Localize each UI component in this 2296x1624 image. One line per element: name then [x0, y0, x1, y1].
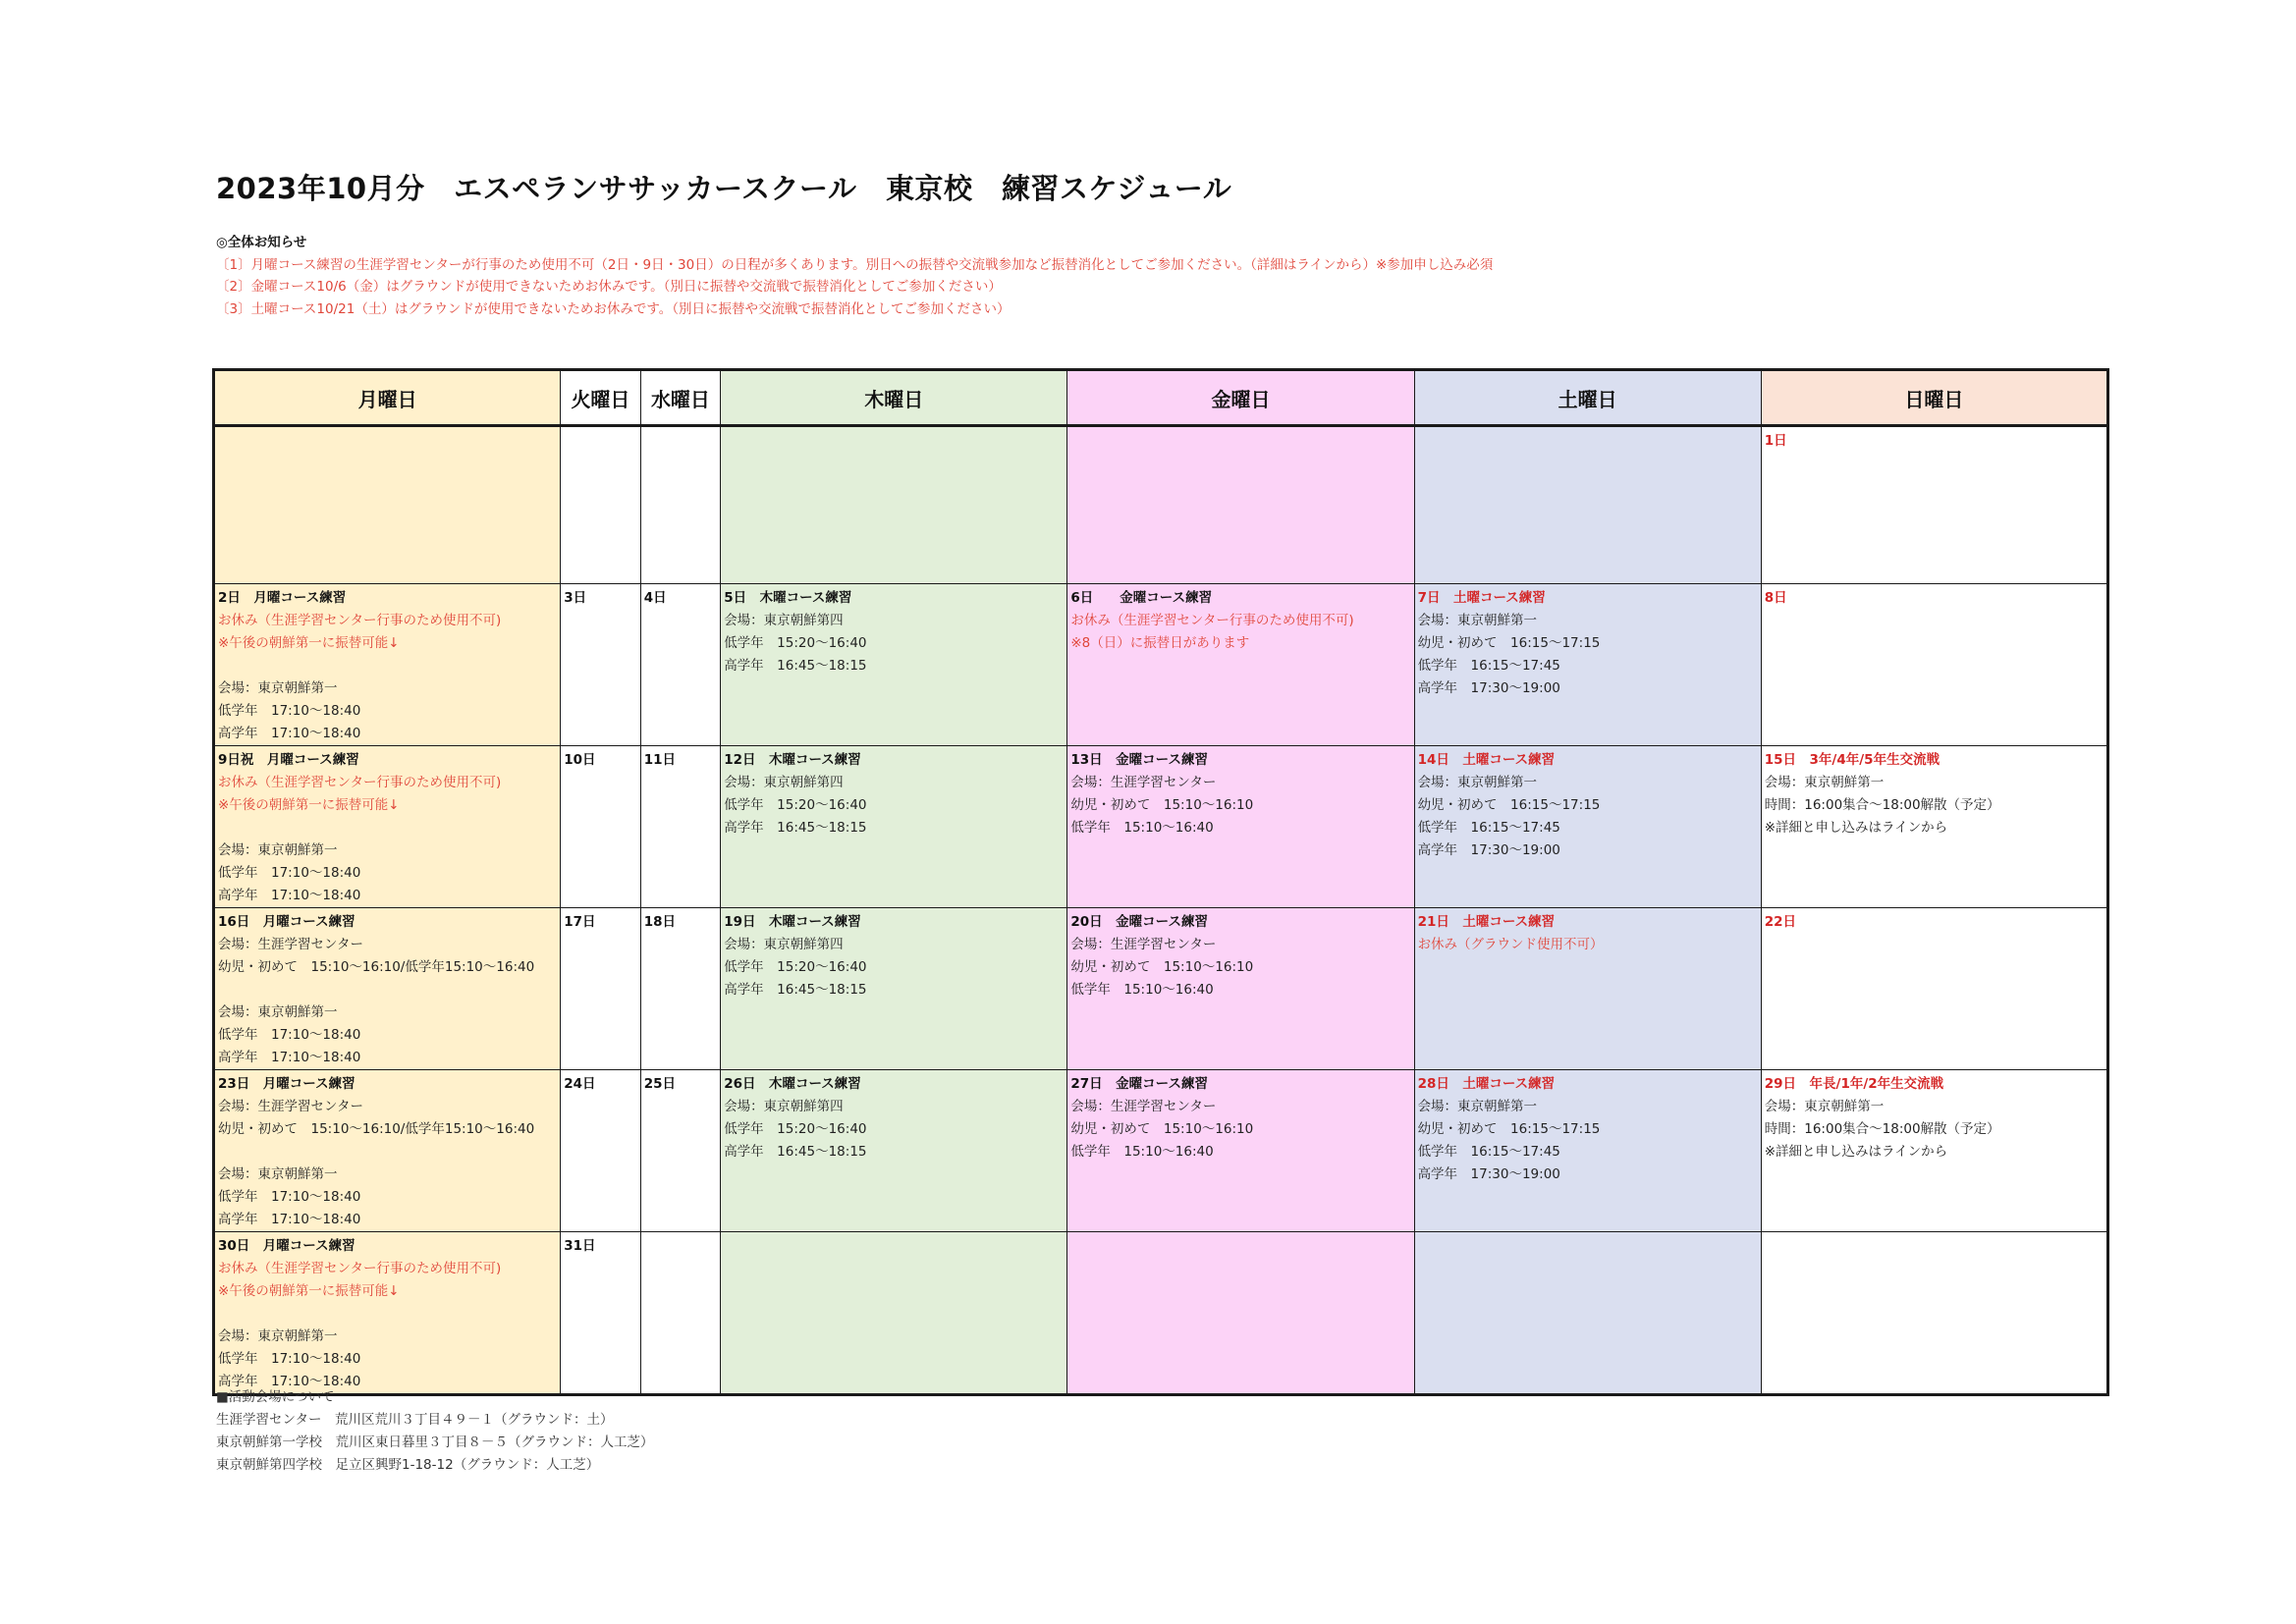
day-detail: 会場：東京朝鮮第一 — [1417, 613, 1538, 628]
day-detail — [218, 979, 557, 1001]
day-detail: 高学年 16:45〜18:15 — [724, 1144, 867, 1160]
day-detail: ※詳細と申し込みはラインから — [1764, 820, 1948, 836]
schedule-calendar — [212, 368, 2109, 1396]
day-detail: 幼児・初めて 15:10〜16:10 — [1070, 1121, 1254, 1137]
day-cell-mon — [214, 746, 561, 908]
day-cell-fri — [1067, 1070, 1414, 1232]
day-cell-wed — [640, 1232, 721, 1395]
notice-item: 〔3〕土曜コース10/21（土）はグラウンドが使用できないためお休みです。（別日に振替や交流戦で振替消化としてご参加ください） — [216, 300, 1011, 317]
day-detail: 幼児・初めて 16:15〜17:15 — [1417, 1121, 1601, 1137]
day-detail: 高学年 16:45〜18:15 — [724, 982, 867, 998]
day-detail: 幼児・初めて 16:15〜17:15 — [1417, 635, 1601, 651]
day-cell-fri — [1067, 584, 1414, 746]
notice-item: 〔2〕金曜コース10/6（金）はグラウンドが使用できないためお休みです。（別日に振替や交流戦で振替消化としてご参加ください） — [216, 279, 1002, 295]
day-detail: 会場：東京朝鮮第一 — [1417, 1099, 1538, 1114]
day-cell-sat — [1414, 746, 1761, 908]
notices — [216, 232, 1493, 320]
day-detail: 低学年 16:15〜17:45 — [1417, 1144, 1560, 1160]
day-heading: 13日 金曜コース練習 — [1070, 752, 1208, 768]
day-heading: 22日 — [1764, 914, 1797, 930]
day-detail: 会場：東京朝鮮第四 — [724, 1099, 844, 1114]
day-detail: 会場：東京朝鮮第一 — [218, 1166, 338, 1182]
day-detail: 低学年 15:20〜16:40 — [724, 959, 867, 975]
day-detail — [218, 1303, 557, 1326]
day-detail: 幼児・初めて 16:15〜17:15 — [1417, 797, 1601, 813]
day-detail: ※詳細と申し込みはラインから — [1764, 1144, 1948, 1160]
day-detail: 低学年 16:15〜17:45 — [1417, 658, 1560, 674]
day-cell-mon — [214, 584, 561, 746]
day-detail: 幼児・初めて 15:10〜16:10 — [1070, 959, 1254, 975]
day-cell-thu — [721, 1070, 1067, 1232]
day-heading: 30日 月曜コース練習 — [218, 1238, 355, 1254]
day-detail: 低学年 17:10〜18:40 — [218, 1189, 361, 1205]
day-cell-sat — [1414, 584, 1761, 746]
day-heading: 25日 — [643, 1076, 676, 1092]
day-heading: 9日祝 月曜コース練習 — [218, 752, 359, 768]
day-detail: 会場：東京朝鮮第一 — [218, 1328, 338, 1344]
day-cell-mon — [214, 1232, 561, 1395]
venue-info — [216, 1386, 654, 1477]
day-heading: 7日 土曜コース練習 — [1417, 590, 1546, 606]
day-detail: 会場：東京朝鮮第一 — [1764, 1099, 1885, 1114]
day-detail: 低学年 17:10〜18:40 — [218, 865, 361, 881]
day-detail: お休み（生涯学習センター行事のため使用不可) — [218, 1261, 502, 1276]
venue-item: 生涯学習センター 荒川区荒川３丁目４９－１（グラウンド：土） — [216, 1412, 614, 1428]
day-cell-sun — [1761, 1232, 2107, 1395]
header-sunday: 日曜日 — [1761, 370, 2107, 426]
day-detail: ※午後の朝鮮第一に振替可能↓ — [218, 635, 400, 651]
day-cell-sun — [1761, 1070, 2107, 1232]
day-cell-sat — [1414, 908, 1761, 1070]
day-detail: 会場：東京朝鮮第一 — [218, 1004, 338, 1020]
venue-item: 東京朝鮮第一学校 荒川区東日暮里３丁目８－５（グラウンド：人工芝） — [216, 1435, 654, 1450]
day-detail: 会場：東京朝鮮第一 — [1764, 775, 1885, 790]
day-cell-sun — [1761, 426, 2107, 584]
day-detail: お休み（生涯学習センター行事のため使用不可) — [218, 613, 502, 628]
day-detail: 低学年 15:10〜16:40 — [1070, 820, 1214, 836]
day-detail: 会場：東京朝鮮第四 — [724, 775, 844, 790]
day-heading: 4日 — [643, 590, 667, 606]
day-detail: 低学年 17:10〜18:40 — [218, 1027, 361, 1043]
day-cell-wed — [640, 584, 721, 746]
day-heading: 28日 土曜コース練習 — [1417, 1076, 1556, 1092]
day-detail: 会場：東京朝鮮第一 — [218, 680, 338, 696]
day-cell-fri — [1067, 746, 1414, 908]
day-detail: 高学年 16:45〜18:15 — [724, 820, 867, 836]
day-detail: 低学年 15:20〜16:40 — [724, 635, 867, 651]
day-detail: お休み（生涯学習センター行事のため使用不可) — [1070, 613, 1354, 628]
week-row — [214, 584, 2108, 746]
day-heading: 31日 — [564, 1238, 596, 1254]
day-detail: 会場：生涯学習センター — [218, 937, 363, 952]
day-detail: 高学年 17:10〜18:40 — [218, 1212, 361, 1227]
day-cell-mon — [214, 1070, 561, 1232]
day-cell-sat — [1414, 426, 1761, 584]
day-cell-tue — [561, 1070, 641, 1232]
day-cell-tue — [561, 426, 641, 584]
day-detail: 低学年 17:10〜18:40 — [218, 703, 361, 719]
day-cell-sat — [1414, 1070, 1761, 1232]
day-detail: 高学年 16:45〜18:15 — [724, 658, 867, 674]
day-heading: 17日 — [564, 914, 596, 930]
day-cell-fri — [1067, 426, 1414, 584]
day-cell-sat — [1414, 1232, 1761, 1395]
header-friday: 金曜日 — [1067, 370, 1414, 426]
day-heading: 3日 — [564, 590, 587, 606]
day-detail: 会場：生涯学習センター — [218, 1099, 363, 1114]
day-detail: 低学年 15:10〜16:40 — [1070, 982, 1214, 998]
day-cell-tue — [561, 746, 641, 908]
day-detail: お休み（生涯学習センター行事のため使用不可) — [218, 775, 502, 790]
header-row — [214, 370, 2108, 426]
day-heading: 20日 金曜コース練習 — [1070, 914, 1208, 930]
day-detail: 会場：東京朝鮮第四 — [724, 613, 844, 628]
day-detail: 高学年 17:10〜18:40 — [218, 888, 361, 903]
day-heading: 2日 月曜コース練習 — [218, 590, 347, 606]
day-cell-thu — [721, 426, 1067, 584]
day-heading: 5日 木曜コース練習 — [724, 590, 852, 606]
day-cell-tue — [561, 584, 641, 746]
day-cell-mon — [214, 908, 561, 1070]
day-heading: 16日 月曜コース練習 — [218, 914, 355, 930]
day-detail: 幼児・初めて 15:10〜16:10/低学年15:10〜16:40 — [218, 959, 535, 975]
notices-heading: ◎全体お知らせ — [216, 235, 307, 250]
day-detail: ※午後の朝鮮第一に振替可能↓ — [218, 1283, 400, 1299]
day-detail: 幼児・初めて 15:10〜16:10/低学年15:10〜16:40 — [218, 1121, 535, 1137]
day-heading: 23日 月曜コース練習 — [218, 1076, 355, 1092]
day-cell-wed — [640, 908, 721, 1070]
day-cell-thu — [721, 746, 1067, 908]
day-detail: 低学年 15:10〜16:40 — [1070, 1144, 1214, 1160]
day-detail: 低学年 16:15〜17:45 — [1417, 820, 1560, 836]
day-detail: 高学年 17:30〜19:00 — [1417, 842, 1560, 858]
day-detail: 高学年 17:10〜18:40 — [218, 1050, 361, 1065]
day-cell-wed — [640, 426, 721, 584]
day-detail: 会場：生涯学習センター — [1070, 937, 1217, 952]
day-heading: 15日 3年/4年/5年生交流戦 — [1764, 752, 1941, 768]
day-cell-fri — [1067, 908, 1414, 1070]
day-cell-sun — [1761, 746, 2107, 908]
day-detail: 高学年 17:30〜19:00 — [1417, 680, 1560, 696]
day-heading: 29日 年長/1年/2年生交流戦 — [1764, 1076, 1944, 1092]
day-heading: 8日 — [1764, 590, 1787, 606]
day-cell-tue — [561, 908, 641, 1070]
page-title: 2023年10月分 エスペランササッカースクール 東京校 練習スケジュール — [216, 172, 1232, 205]
day-detail: 会場：東京朝鮮第四 — [724, 937, 844, 952]
day-detail: ※午後の朝鮮第一に振替可能↓ — [218, 797, 400, 813]
day-cell-wed — [640, 1070, 721, 1232]
day-heading: 12日 木曜コース練習 — [724, 752, 861, 768]
header-saturday: 土曜日 — [1414, 370, 1761, 426]
venue-item: 東京朝鮮第四学校 足立区興野1-18-12（グラウンド：人工芝） — [216, 1457, 600, 1473]
day-detail — [218, 1141, 557, 1164]
day-detail: ※8（日）に振替日があります — [1070, 635, 1250, 651]
day-heading: 10日 — [564, 752, 596, 768]
week-row — [214, 426, 2108, 584]
header-wednesday: 水曜日 — [640, 370, 721, 426]
day-cell-fri — [1067, 1232, 1414, 1395]
day-detail: 幼児・初めて 15:10〜16:10 — [1070, 797, 1254, 813]
header-tuesday: 火曜日 — [561, 370, 641, 426]
day-detail: 会場：東京朝鮮第一 — [218, 842, 338, 858]
day-cell-tue — [561, 1232, 641, 1395]
day-detail — [218, 655, 557, 677]
day-detail: 時間：16:00集合〜18:00解散（予定） — [1764, 797, 2000, 813]
day-detail: 会場：生涯学習センター — [1070, 1099, 1217, 1114]
day-detail — [218, 817, 557, 839]
venue-heading: ■活動会場について — [216, 1389, 335, 1405]
week-row — [214, 908, 2108, 1070]
header-monday: 月曜日 — [214, 370, 561, 426]
header-thursday: 木曜日 — [721, 370, 1067, 426]
day-heading: 18日 — [643, 914, 676, 930]
day-cell-wed — [640, 746, 721, 908]
day-heading: 26日 木曜コース練習 — [724, 1076, 861, 1092]
calendar-body — [214, 426, 2108, 1395]
day-heading: 11日 — [643, 752, 676, 768]
day-heading: 6日 金曜コース練習 — [1070, 590, 1213, 606]
day-detail: 高学年 17:10〜18:40 — [218, 1374, 361, 1389]
week-row — [214, 1232, 2108, 1395]
day-detail: 時間：16:00集合〜18:00解散（予定） — [1764, 1121, 2000, 1137]
day-heading: 27日 金曜コース練習 — [1070, 1076, 1208, 1092]
day-heading: 1日 — [1764, 433, 1787, 449]
day-cell-sun — [1761, 584, 2107, 746]
day-heading: 19日 木曜コース練習 — [724, 914, 861, 930]
week-row — [214, 746, 2108, 908]
day-detail: 会場：生涯学習センター — [1070, 775, 1217, 790]
day-heading: 24日 — [564, 1076, 596, 1092]
day-cell-thu — [721, 1232, 1067, 1395]
day-heading: 21日 土曜コース練習 — [1417, 914, 1556, 930]
day-detail: 低学年 15:20〜16:40 — [724, 797, 867, 813]
notice-item: 〔1〕月曜コース練習の生涯学習センターが行事のため使用不可（2日・9日・30日）の日程が多くあります。別日への振替や交流戦参加など振替消化としてご参加ください。（詳細はラインから）※参加申し込み必須 — [216, 256, 1494, 273]
day-cell-mon — [214, 426, 561, 584]
day-cell-sun — [1761, 908, 2107, 1070]
day-detail: 高学年 17:10〜18:40 — [218, 726, 361, 741]
day-detail: お休み（グラウンド使用不可） — [1417, 937, 1604, 952]
day-detail: 会場：東京朝鮮第一 — [1417, 775, 1538, 790]
week-row — [214, 1070, 2108, 1232]
day-detail: 高学年 17:30〜19:00 — [1417, 1166, 1560, 1182]
day-detail: 低学年 17:10〜18:40 — [218, 1351, 361, 1367]
day-heading: 14日 土曜コース練習 — [1417, 752, 1556, 768]
day-detail: 低学年 15:20〜16:40 — [724, 1121, 867, 1137]
day-cell-thu — [721, 908, 1067, 1070]
day-cell-thu — [721, 584, 1067, 746]
